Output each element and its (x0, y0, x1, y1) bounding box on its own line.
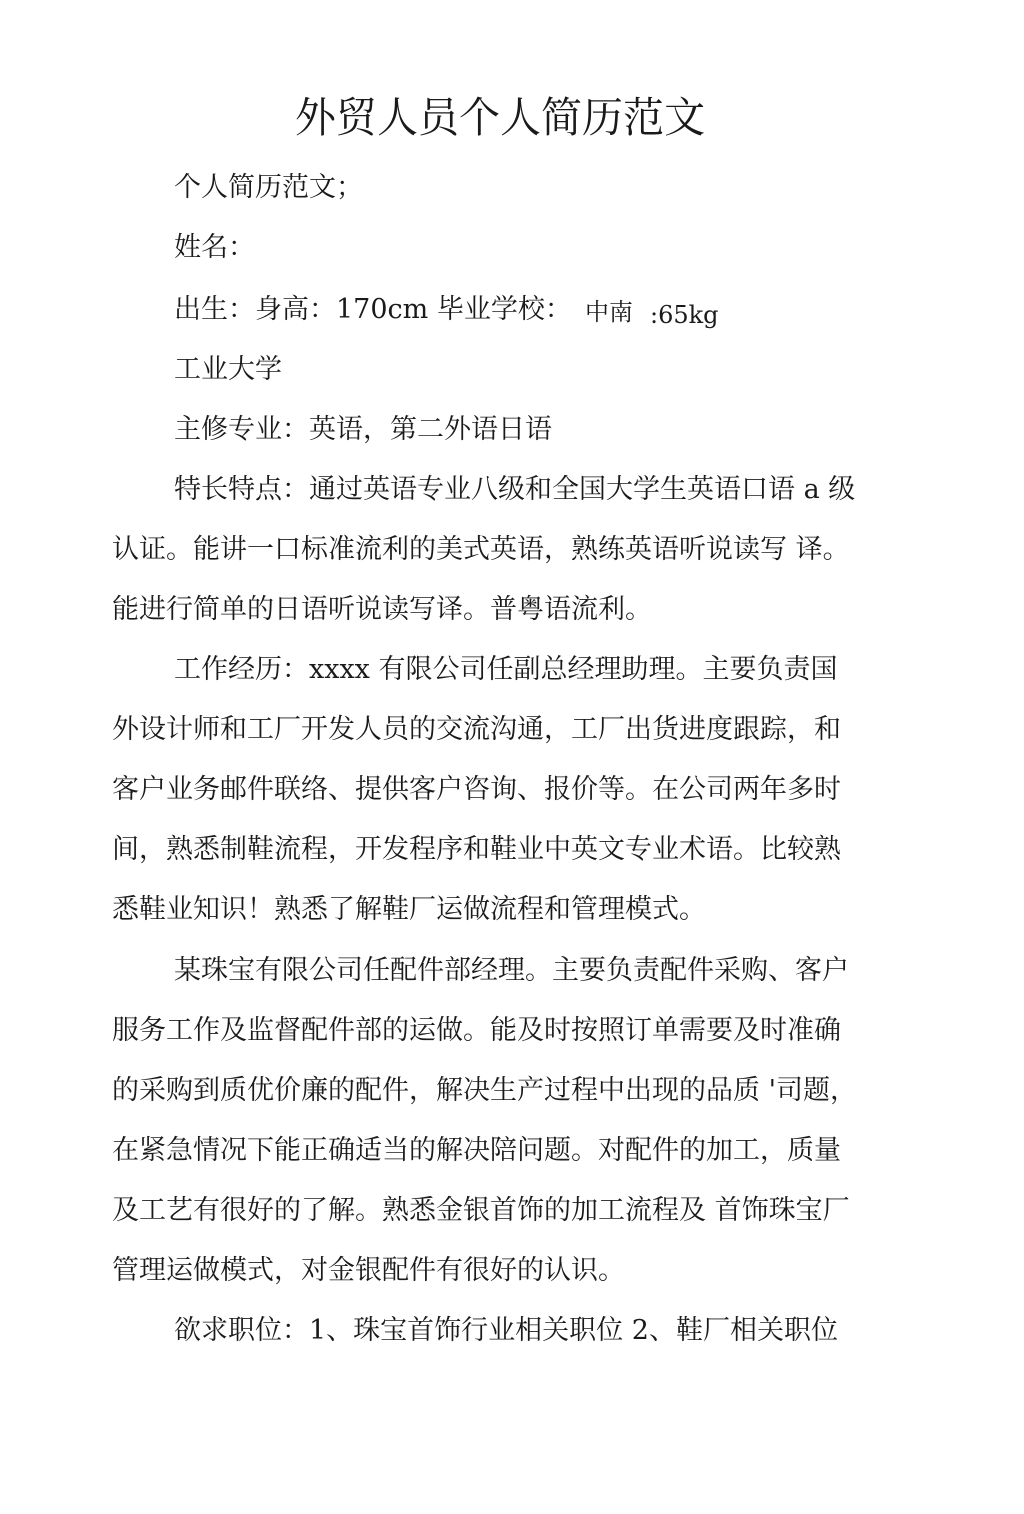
text-line: 工作经历：xxxx 有限公司任副总经理助理。主要负责国 (174, 654, 838, 685)
text-line: 认证。能讲一口标准流利的美式英语，熟练英语听说读写 译。 (112, 534, 850, 565)
text-line: 悉鞋业知识！熟悉了解鞋厂运做流程和管理模式。 (112, 894, 706, 925)
text-line: 客户业务邮件联络、提供客户咨询、报价等。在公司两年多时 (112, 774, 841, 805)
text-line: 及工艺有很好的了解。熟悉金银首饰的加工流程及 首饰珠宝厂 (112, 1195, 850, 1226)
text-line: :65kg (650, 301, 719, 329)
text-line: 外设计师和工厂开发人员的交流沟通，工厂出货进度跟踪，和 (112, 714, 841, 745)
text-line: 出生：身高：170cm 毕业学校： (174, 294, 572, 325)
text-line: 服务工作及监督配件部的运做。能及时按照订单需要及时准确 (112, 1015, 841, 1046)
text-line: 管理运做模式，对金银配件有很好的认识。 (112, 1255, 625, 1286)
text-line: 的采购到质优价廉的配件，解决生产过程中出现的品质 '司题， (112, 1075, 858, 1106)
text-line: 工业大学 (174, 354, 282, 385)
text-line: 主修专业：英语，第二外语日语 (174, 414, 552, 445)
text-line: 某珠宝有限公司任配件部经理。主要负责配件采购、客户 (174, 955, 849, 986)
text-line: 能进行简单的日语听说读写译。普粤语流利。 (112, 594, 652, 625)
text-line: 中南 (585, 298, 633, 326)
document-title: 外贸人员个人简历范文 (294, 93, 706, 142)
text-line: 间，熟悉制鞋流程，开发程序和鞋业中英文专业术语。比较熟 (112, 834, 841, 865)
text-line: 欲求职位：1、珠宝首饰行业相关职位 2、鞋厂相关职位 (174, 1315, 838, 1346)
text-line: 个人简历范文； (174, 172, 363, 203)
text-line: 在紧急情况下能正确适当的解决陪问题。对配件的加工，质量 (112, 1135, 841, 1166)
text-line: 姓名： (174, 232, 255, 263)
text-line: 特长特点：通过英语专业八级和全国大学生英语口语 a 级 (174, 474, 856, 505)
